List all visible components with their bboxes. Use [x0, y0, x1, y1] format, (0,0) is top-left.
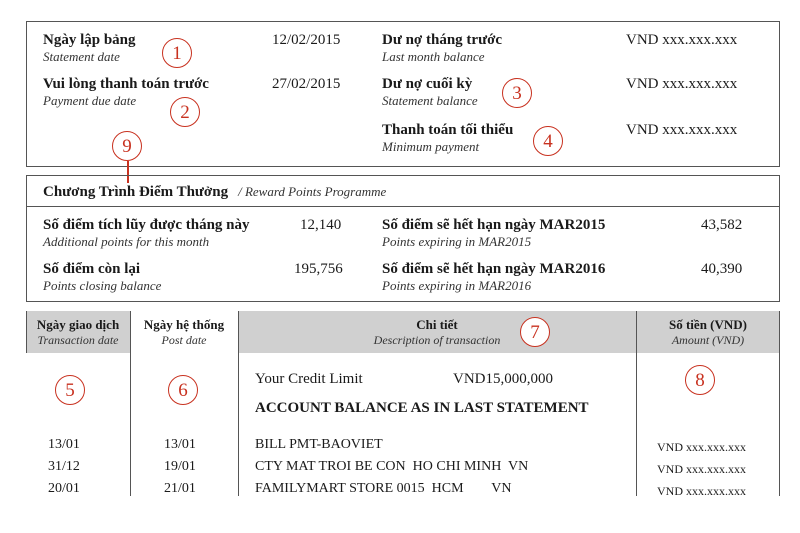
marker-6: 6 — [168, 375, 198, 405]
row-description: BILL PMT-BAOVIET — [255, 437, 383, 452]
divider-col-1 — [130, 311, 131, 496]
marker-7: 7 — [520, 317, 550, 347]
minimum-payment-value: VND xxx.xxx.xxx — [626, 122, 738, 138]
row-description: FAMILYMART STORE 0015 HCM VN — [255, 481, 512, 496]
col-description — [238, 311, 636, 353]
points-added-field — [43, 217, 250, 250]
minimum-payment-label: Thanh toán tối thiểu — [382, 122, 514, 138]
row-amount: VND xxx.xxx.xxx — [657, 484, 746, 498]
col-description-sublabel: Description of transaction — [373, 333, 501, 347]
col-post-date — [130, 311, 238, 353]
last-balance-sublabel: Last month balance — [382, 49, 485, 64]
statement-date-value: 12/02/2015 — [272, 32, 341, 48]
minimum-payment-sublabel: Minimum payment — [382, 139, 480, 154]
credit-limit-value: VND15,000,000 — [453, 371, 553, 387]
points-expire-2016-label: Số điểm sẽ hết hạn ngày MAR2016 — [382, 261, 606, 277]
col-amount-label: Số tiền (VND) — [669, 317, 747, 332]
marker-2: 2 — [170, 97, 200, 127]
row-transaction-date: 31/12 — [48, 459, 80, 474]
statement-date-sublabel: Statement date — [43, 49, 120, 64]
last-balance-value: VND xxx.xxx.xxx — [626, 32, 738, 48]
row-post-date: 21/01 — [164, 481, 196, 496]
row-transaction-date: 20/01 — [48, 481, 80, 496]
col-transaction-date — [26, 311, 130, 353]
marker-9: 9 — [112, 131, 142, 161]
points-expire-2016-field — [382, 261, 605, 294]
transaction-table-header — [26, 311, 780, 353]
col-transaction-date-sublabel: Transaction date — [37, 333, 119, 347]
marker-3: 3 — [502, 78, 532, 108]
statement-balance-field — [382, 76, 478, 109]
points-expire-2015-field — [382, 217, 605, 250]
col-amount-sublabel: Amount (VND) — [671, 333, 745, 347]
row-amount: VND xxx.xxx.xxx — [657, 440, 746, 454]
row-description: CTY MAT TROI BE CON HO CHI MINH VN — [255, 459, 529, 474]
points-closing-sublabel: Points closing balance — [43, 278, 162, 293]
points-added-label: Số điểm tích lũy được tháng này — [43, 217, 250, 233]
last-balance-label: Dư nợ tháng trước — [382, 32, 503, 48]
col-post-date-label: Ngày hệ thống — [143, 317, 225, 332]
col-amount — [636, 311, 780, 353]
row-post-date: 13/01 — [164, 437, 196, 452]
marker-8: 8 — [685, 365, 715, 395]
payment-due-value: 27/02/2015 — [272, 76, 341, 92]
statement-balance-label: Dư nợ cuối kỳ — [382, 76, 473, 92]
points-expire-2015-value: 43,582 — [701, 217, 743, 233]
last-balance-field — [382, 32, 502, 65]
payment-due-label: Vui lòng thanh toán trước — [43, 76, 209, 92]
points-expire-2015-sublabel: Points expiring in MAR2015 — [382, 234, 532, 249]
divider-col-2 — [238, 311, 239, 496]
payment-due-sublabel: Payment due date — [43, 93, 137, 108]
points-added-sublabel: Additional points for this month — [43, 234, 210, 249]
points-closing-value: 195,756 — [294, 261, 343, 277]
statement-balance-value: VND xxx.xxx.xxx — [626, 76, 738, 92]
statement-balance-sublabel: Statement balance — [382, 93, 478, 108]
divider-col-3 — [636, 311, 637, 496]
points-closing-field — [43, 261, 161, 294]
minimum-payment-field — [382, 122, 513, 155]
marker-1: 1 — [162, 38, 192, 68]
statement-date-field — [43, 32, 136, 65]
rewards-divider — [26, 206, 780, 207]
rewards-subtitle: / Reward Points Programme — [238, 184, 387, 199]
account-balance-line: ACCOUNT BALANCE AS IN LAST STATEMENT — [255, 400, 589, 416]
col-post-date-sublabel: Post date — [161, 333, 207, 347]
row-amount: VND xxx.xxx.xxx — [657, 462, 746, 476]
points-expire-2016-sublabel: Points expiring in MAR2016 — [382, 278, 532, 293]
points-added-value: 12,140 — [300, 217, 342, 233]
statement-date-label: Ngày lập bảng — [43, 32, 136, 48]
row-post-date: 19/01 — [164, 459, 196, 474]
row-transaction-date: 13/01 — [48, 437, 80, 452]
marker-5: 5 — [55, 375, 85, 405]
points-expire-2016-value: 40,390 — [701, 261, 743, 277]
col-transaction-date-label: Ngày giao dịch — [36, 317, 120, 332]
divider-col-right — [779, 311, 780, 496]
rewards-heading — [43, 183, 386, 201]
marker-4: 4 — [533, 126, 563, 156]
points-expire-2015-label: Số điểm sẽ hết hạn ngày MAR2015 — [382, 217, 606, 233]
points-closing-label: Số điểm còn lại — [43, 261, 141, 277]
divider-col-left — [26, 311, 27, 353]
credit-limit-label: Your Credit Limit — [255, 371, 363, 387]
rewards-title: Chương Trình Điểm Thưởng — [43, 184, 229, 200]
col-description-label: Chi tiết — [416, 317, 458, 332]
